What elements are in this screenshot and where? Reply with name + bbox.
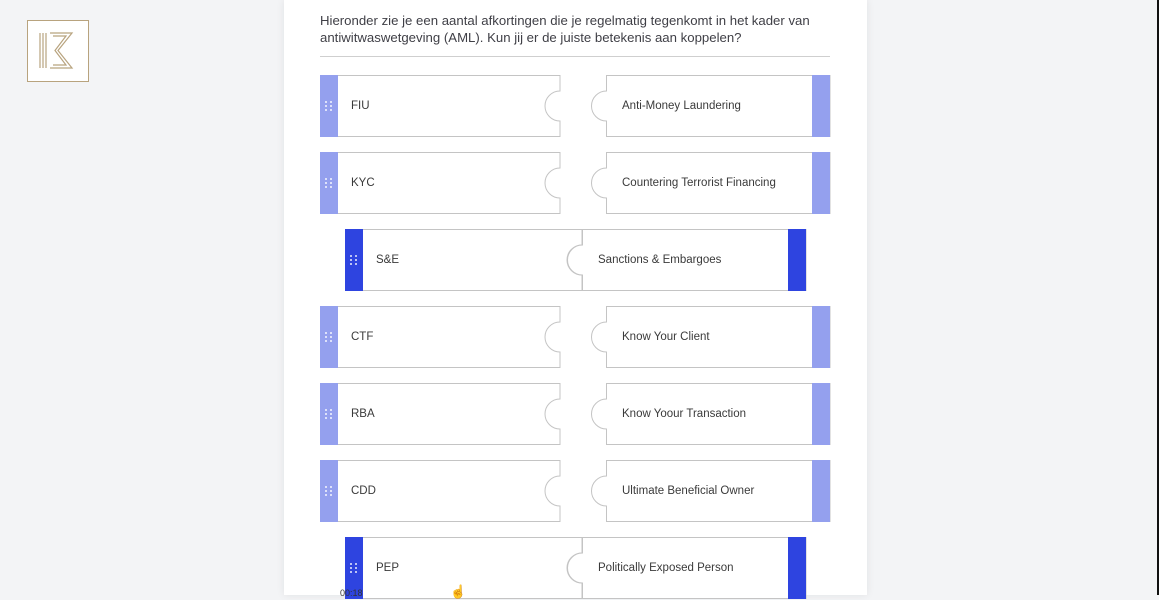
- meaning-piece[interactable]: [591, 383, 830, 445]
- question-card: [284, 0, 867, 595]
- match-pair: [320, 75, 831, 137]
- abbreviation-piece[interactable]: [320, 152, 560, 214]
- meaning-label: Know Your Client: [622, 331, 710, 343]
- meaning-label: Ultimate Beneficial Owner: [622, 485, 755, 497]
- divider: [320, 56, 830, 57]
- meaning-label: Anti-Money Laundering: [622, 100, 741, 112]
- meaning-piece[interactable]: [591, 306, 830, 368]
- abbreviation-label: S&E: [376, 254, 400, 266]
- abbreviation-label: KYC: [351, 177, 375, 189]
- abbreviation-piece[interactable]: [320, 75, 560, 137]
- drag-handle-icon[interactable]: [320, 75, 338, 137]
- drag-handle-icon[interactable]: [320, 152, 338, 214]
- hand-cursor-icon: ☝: [450, 584, 467, 599]
- drag-handle-icon[interactable]: [320, 383, 338, 445]
- abbreviation-piece[interactable]: [320, 306, 560, 368]
- abbreviation-label: PEP: [376, 562, 400, 574]
- abbreviation-piece[interactable]: [320, 383, 560, 445]
- abbreviation-label: RBA: [351, 408, 375, 420]
- abbreviation-label: FIU: [351, 100, 370, 112]
- abbreviation-label: CTF: [351, 331, 374, 343]
- drag-handle-icon[interactable]: [345, 229, 363, 291]
- brand-logo-icon: [27, 20, 89, 82]
- meaning-piece[interactable]: [567, 229, 806, 291]
- abbreviation-label: CDD: [351, 485, 376, 497]
- meaning-label: Know Yoour Transaction: [622, 408, 747, 420]
- match-pair: [320, 306, 831, 368]
- abbreviation-piece[interactable]: [320, 460, 560, 522]
- video-timestamp: 00:18: [340, 588, 363, 598]
- match-pair: [345, 537, 807, 599]
- match-pair: [320, 383, 831, 445]
- meaning-piece[interactable]: [591, 152, 830, 214]
- meaning-piece[interactable]: [591, 75, 830, 137]
- match-pair: [320, 152, 831, 214]
- meaning-label: Countering Terrorist Financing: [622, 177, 776, 189]
- match-pair: [320, 460, 831, 522]
- meaning-label: Politically Exposed Person: [598, 562, 734, 574]
- match-pair: [345, 229, 807, 291]
- question-text: Hieronder zie je een aantal afkortingen die je regelmatig tegenkomt in het kader van antiwitwaswetgeving (AML). Kun jij er de juiste betekenis aan koppelen?: [320, 13, 810, 45]
- drag-handle-icon[interactable]: [320, 460, 338, 522]
- meaning-piece[interactable]: [567, 537, 806, 599]
- drag-handle-icon[interactable]: [320, 306, 338, 368]
- meaning-label: Sanctions & Embargoes: [598, 254, 722, 266]
- abbreviation-piece[interactable]: [345, 229, 582, 291]
- meaning-piece[interactable]: [591, 460, 830, 522]
